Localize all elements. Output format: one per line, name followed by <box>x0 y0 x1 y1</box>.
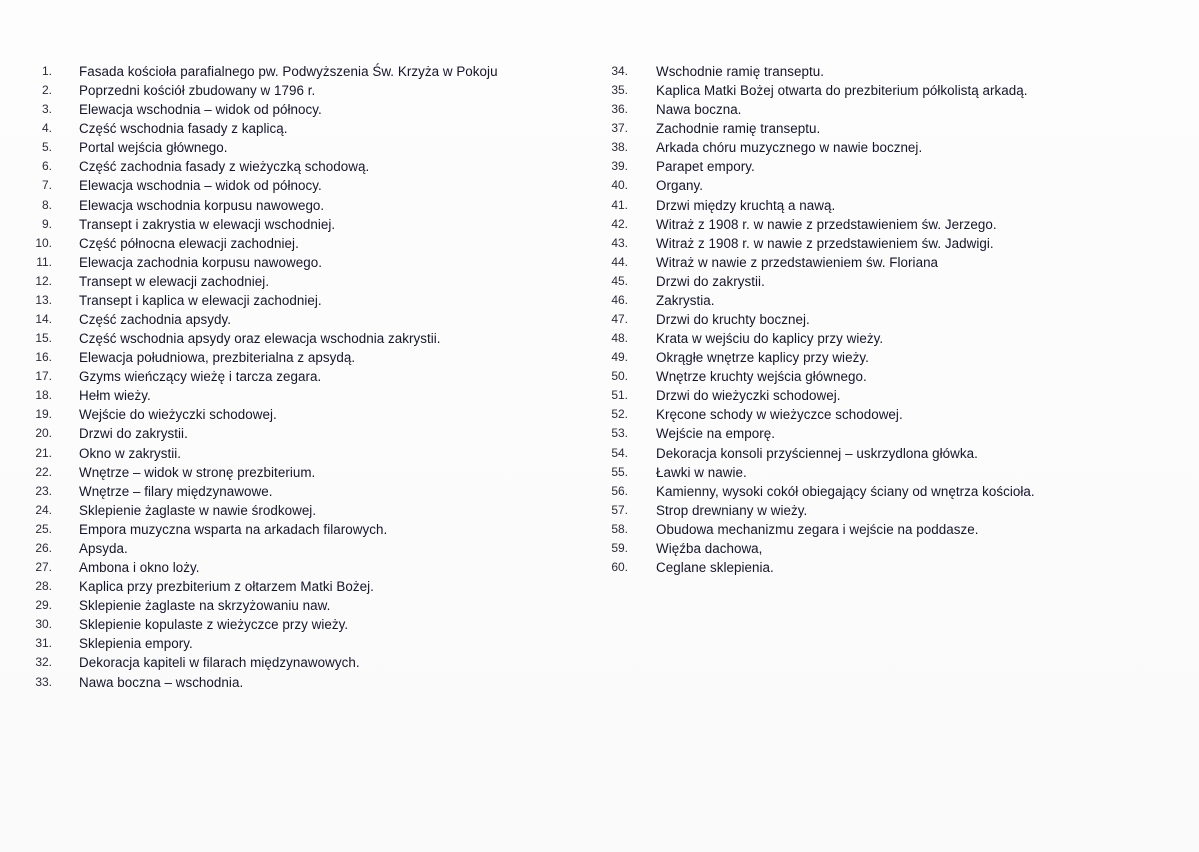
list-item-number: 44. <box>611 254 628 269</box>
list-item-text: Elewacja wschodnia – widok od północy. <box>79 178 322 194</box>
list-item-text: Kaplica Matki Bożej otwarta do prezbiterium półkolistą arkadą. <box>656 83 1028 99</box>
list-item-number: 57. <box>611 502 628 517</box>
list-item-text: Zakrystia. <box>656 292 715 308</box>
list-item-number: 29. <box>35 598 52 613</box>
list-item-text: Transept i zakrystia w elewacji wschodniej. <box>79 216 336 232</box>
list-item-number: 5. <box>41 140 52 155</box>
list-item-text: Część zachodnia fasady z wieżyczką schodową. <box>79 159 370 175</box>
list-item-text: Okno w zakrystii. <box>79 445 182 461</box>
list-item-number: 58. <box>611 521 628 536</box>
list-item-text: Ceglane sklepienia. <box>656 560 774 576</box>
list-item-text: Krata w wejściu do kaplicy przy wieży. <box>656 331 884 347</box>
list-item-number: 39. <box>611 159 628 174</box>
list-item-number: 36. <box>611 102 628 117</box>
list-item-number: 26. <box>35 540 52 555</box>
list-item-number: 51. <box>611 388 628 403</box>
list-item-number: 11. <box>36 254 52 269</box>
list-item-text: Fasada kościoła parafialnego pw. Podwyższenia Św. Krzyża w Pokoju <box>79 64 498 79</box>
list-item-text: Witraż z 1908 r. w nawie z przedstawieniem św. Jadwigi. <box>656 235 994 251</box>
list-item-number: 19. <box>35 407 52 422</box>
list-item-text: Nawa boczna – wschodnia. <box>79 674 244 690</box>
list-item-text: Sklepienie kopulaste z wieżyczce przy wieży. <box>79 617 349 633</box>
list-item-text: Elewacja zachodnia korpusu nawowego. <box>79 254 322 270</box>
list-item-number: 4. <box>41 121 52 136</box>
list-item-text: Obudowa mechanizmu zegara i wejście na poddasze. <box>656 521 979 537</box>
list-item-number: 46. <box>611 292 628 307</box>
list-item-number: 20. <box>35 426 52 441</box>
list-item-number: 41. <box>611 197 628 212</box>
list-item-number: 15. <box>35 331 52 346</box>
list-item-text: Zachodnie ramię transeptu. <box>656 121 821 137</box>
list-item-number: 53. <box>611 426 628 441</box>
list-item-number: 24. <box>35 502 52 517</box>
list-item-text: Poprzedni kościół zbudowany w 1796 r. <box>79 83 316 99</box>
list-item-number: 30. <box>35 617 52 632</box>
list-item-number: 2. <box>41 83 52 98</box>
list-item-text: Wejście do wieżyczki schodowej. <box>79 407 277 423</box>
list-item-text: Apsyda. <box>79 540 128 556</box>
list-item-text: Sklepienie żaglaste w nawie środkowej. <box>79 502 317 518</box>
list-item-text: Więźba dachowa, <box>656 540 763 556</box>
list-item-text: Nawa boczna. <box>656 102 742 118</box>
list-item-text: Transept i kaplica w elewacji zachodniej. <box>79 292 322 308</box>
list-item-text: Elewacja południowa, prezbiterialna z apsydą. <box>79 350 356 366</box>
list-item-number: 56. <box>611 483 628 498</box>
list-item-text: Wnętrze – widok w stronę prezbiterium. <box>79 464 316 480</box>
list-item-number: 59. <box>611 540 628 555</box>
list-item-number: 8. <box>41 197 52 212</box>
list-item-number: 22. <box>35 464 52 479</box>
list-item-number: 52. <box>611 407 628 422</box>
list-item-text: Kaplica przy prezbiterium z ołtarzem Matki Bożej. <box>79 579 374 595</box>
list-item-number: 27. <box>35 560 52 575</box>
list-item-number: 50. <box>611 369 628 384</box>
list-item-text: Część wschodnia fasady z kaplicą. <box>79 121 288 137</box>
list-item-text: Wnętrze kruchty wejścia głównego. <box>656 369 867 385</box>
list-item-number: 6. <box>41 159 52 174</box>
list-item-text: Arkada chóru muzycznego w nawie bocznej. <box>656 140 923 156</box>
list-item-number: 14. <box>35 312 52 327</box>
list-item-text: Drzwi do zakrystii. <box>79 426 188 442</box>
list-item-number: 43. <box>611 235 628 250</box>
list-item-text: Drzwi między kruchtą a nawą. <box>656 197 836 213</box>
list-item-text: Drzwi do zakrystii. <box>656 273 765 289</box>
list-item-text: Wschodnie ramię transeptu. <box>656 64 825 79</box>
list-item-number: 38. <box>611 140 628 155</box>
list-item-text: Witraż z 1908 r. w nawie z przedstawieniem św. Jerzego. <box>656 216 997 232</box>
list-item-text: Witraż w nawie z przedstawieniem św. Floriana <box>656 254 939 270</box>
list-item-number: 1. <box>41 64 52 78</box>
list-item-text: Część zachodnia apsydy. <box>79 312 231 328</box>
list-item-text: Parapet empory. <box>656 159 755 175</box>
list-item-number: 17. <box>35 369 52 384</box>
list-item-text: Ławki w nawie. <box>656 464 747 480</box>
list-item-number: 48. <box>611 331 628 346</box>
list-item-text: Dekoracja kapiteli w filarach międzynawowych. <box>79 655 360 671</box>
list-item-text: Kręcone schody w wieżyczce schodowej. <box>656 407 903 423</box>
list-item-number: 32. <box>35 655 52 670</box>
list-item-number: 23. <box>35 483 52 498</box>
list-item-text: Dekoracja konsoli przyściennej – uskrzydlona główka. <box>656 445 978 461</box>
list-item-text: Elewacja wschodnia korpusu nawowego. <box>79 197 325 213</box>
list-item-number: 33. <box>35 674 52 689</box>
list-item-number: 16. <box>35 350 52 365</box>
list-item-text: Portal wejścia głównego. <box>79 140 228 156</box>
list-item-text: Drzwi do wieżyczki schodowej. <box>656 388 841 404</box>
list-item-text: Sklepienie żaglaste na skrzyżowaniu naw. <box>79 598 331 614</box>
list-item-number: 21. <box>35 445 52 460</box>
list-item-number: 12. <box>35 273 52 288</box>
list-item-number: 25. <box>35 521 52 536</box>
list-item-number: 45. <box>611 273 628 288</box>
list-item-text: Empora muzyczna wsparta na arkadach filarowych. <box>79 521 388 537</box>
list-item-text: Wnętrze – filary międzynawowe. <box>79 483 273 499</box>
list-item-number: 42. <box>611 216 628 231</box>
list-item-text: Transept w elewacji zachodniej. <box>79 273 270 289</box>
list-item-text: Gzyms wieńczący wieżę i tarcza zegara. <box>79 369 322 385</box>
list-item-text: Okrągłe wnętrze kaplicy przy wieży. <box>656 350 869 366</box>
list-item-number: 37. <box>611 121 628 136</box>
list-item-number: 10. <box>35 235 52 250</box>
list-item-text: Część północna elewacji zachodniej. <box>79 235 299 251</box>
list-item-text: Kamienny, wysoki cokół obiegający ściany od wnętrza kościoła. <box>656 483 1035 499</box>
list-item-number: 35. <box>611 83 628 98</box>
list-item-number: 13. <box>35 292 52 307</box>
list-item-number: 18. <box>35 388 52 403</box>
list-item-text: Strop drewniany w wieży. <box>656 502 808 518</box>
list-item-text: Organy. <box>656 178 703 194</box>
list-item-number: 40. <box>611 178 628 193</box>
list-item-number: 49. <box>611 350 628 365</box>
list-item-text: Sklepienia empory. <box>79 636 193 652</box>
list-item-number: 31. <box>35 636 52 651</box>
list-item-text: Drzwi do kruchty bocznej. <box>656 312 810 328</box>
list-item-number: 3. <box>41 102 52 117</box>
list-item-text: Ambona i okno loży. <box>79 560 200 576</box>
list-item-number: 28. <box>35 579 52 594</box>
list-item-number: 34. <box>611 64 628 78</box>
list-item-text: Część wschodnia apsydy oraz elewacja wschodnia zakrystii. <box>79 331 441 347</box>
list-item-number: 60. <box>611 560 628 575</box>
list-item-number: 9. <box>41 216 52 231</box>
list-item-number: 54. <box>611 445 628 460</box>
list-item-number: 47. <box>611 312 628 327</box>
list-item-text: Elewacja wschodnia – widok od północy. <box>79 102 322 118</box>
list-item-number: 7. <box>41 178 52 193</box>
list-item-number: 55. <box>611 464 628 479</box>
list-item-text: Wejście na emporę. <box>656 426 775 442</box>
list-item-text: Hełm wieży. <box>79 388 151 404</box>
